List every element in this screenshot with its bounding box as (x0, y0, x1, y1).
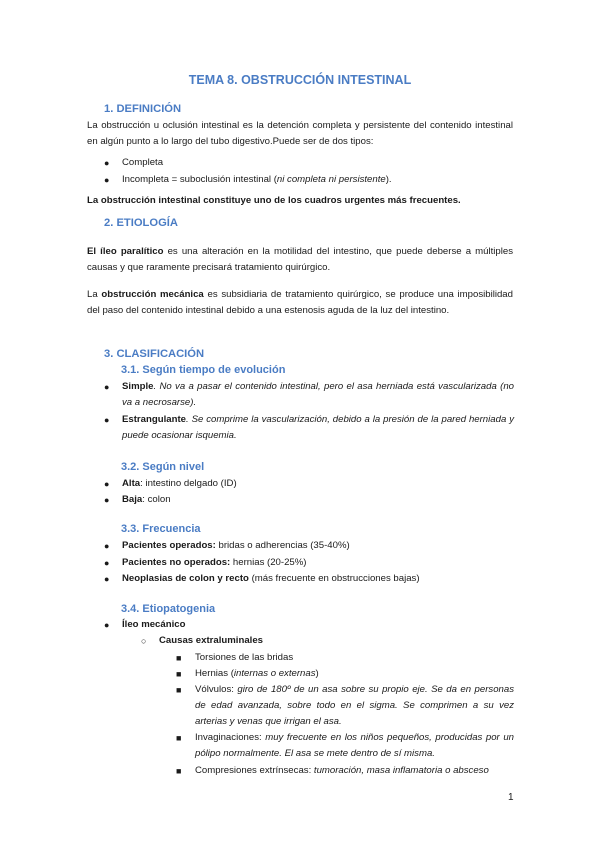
definicion-paragraph: La obstrucción u oclusión intestinal es la detención completa y persistente del contenido intestinal en algún punto a lo largo del tubo digestivo.Puede ser de dos tipos: (87, 120, 513, 147)
heading-definicion: 1. DEFINICIÓN (104, 103, 182, 115)
list-item: ● Incompleta = suboclusión intestinal (ni completa ni persistente). (104, 172, 514, 188)
list-item: ● Simple. No va a pasar el contenido intestinal, pero el asa herniada está vascularizada (no va a necrosarse). (104, 381, 514, 408)
list-item: ■ Vólvulos: giro de 180º de un asa sobre su propio eje. Se da en personas de edad avanzada, sobre todo en el sigma. Se comprimen a su vez arterias y venas que irrigan el asa. (176, 684, 515, 727)
list-item: ■ Torsiones de las bridas (176, 650, 514, 666)
heading-clasificacion: 3. CLASIFICACIÓN (104, 348, 205, 360)
page-title: TEMA 8. OBSTRUCCIÓN INTESTINAL (188, 73, 412, 87)
square-bullet-icon: ■ (176, 685, 182, 695)
bullet-icon: ● (104, 479, 110, 489)
square-bullet-icon: ■ (176, 733, 182, 743)
subheading-evolucion: 3.1. Según tiempo de evolución (121, 364, 286, 376)
bullet-icon: ● (104, 495, 110, 505)
square-bullet-icon: ■ (176, 669, 182, 679)
heading-etiologia: 2. ETIOLOGÍA (104, 217, 178, 229)
square-bullet-icon: ■ (176, 653, 182, 663)
list-item: ○ Causas extraluminales (141, 633, 514, 649)
subheading-frecuencia: 3.3. Frecuencia (121, 523, 201, 535)
bullet-icon: ● (104, 541, 110, 551)
list-item: ● Pacientes operados: bridas o adherencias (35-40%) (104, 538, 514, 554)
etiologia-paragraph-1: El íleo paralítico es una alteración en la motilidad del intestino, que puede deberse a múltiples causas y que raramente precisará tratamiento quirúrgico. (87, 246, 514, 273)
list-item: ■ Invaginaciones: muy frecuente en los niños pequeños, producidas por un pólipo normalmente. El asa se mete dentro de sí misma. (176, 732, 514, 759)
page-number: 1 (508, 792, 514, 803)
bullet-icon: ● (104, 175, 110, 185)
list-item: ● Baja: colon (104, 492, 514, 508)
list-item: ■ Compresiones extrínsecas: tumoración, masa inflamatoria o absceso (176, 763, 514, 779)
bullet-icon: ● (104, 158, 110, 168)
list-item: ● Estrangulante. Se comprime la vascularización, debido a la presión de la pared herniada y puede ocasionar isquemia. (104, 414, 514, 441)
etiologia-paragraph-2: La obstrucción mecánica es subsidiaria de tratamiento quirúrgico, se produce una imposibilidad del paso del contenido intestinal debido a una estenosis aguda de la luz del intestino. (87, 289, 513, 316)
list-item: ● Íleo mecánico (104, 617, 514, 633)
list-item: ● Neoplasias de colon y recto (más frecuente en obstrucciones bajas) (104, 571, 514, 587)
bold-statement: La obstrucción intestinal constituye uno de los cuadros urgentes más frecuentes. (87, 195, 461, 206)
bullet-icon: ● (104, 574, 110, 584)
bullet-icon: ● (104, 382, 110, 392)
bullet-icon: ● (104, 415, 110, 425)
list-item: ● Alta: intestino delgado (ID) (104, 476, 514, 492)
list-item: ● Pacientes no operados: hernias (20-25%) (104, 555, 514, 571)
bullet-icon: ● (104, 620, 110, 630)
square-bullet-icon: ■ (176, 766, 182, 776)
list-item: ■ Hernias (internas o externas) (176, 666, 514, 682)
list-item: ● Completa (104, 155, 514, 171)
subheading-nivel: 3.2. Según nivel (121, 461, 205, 473)
subheading-etiopatogenia: 3.4. Etiopatogenia (121, 603, 216, 615)
bullet-icon: ● (104, 558, 110, 568)
circle-bullet-icon: ○ (141, 636, 147, 646)
